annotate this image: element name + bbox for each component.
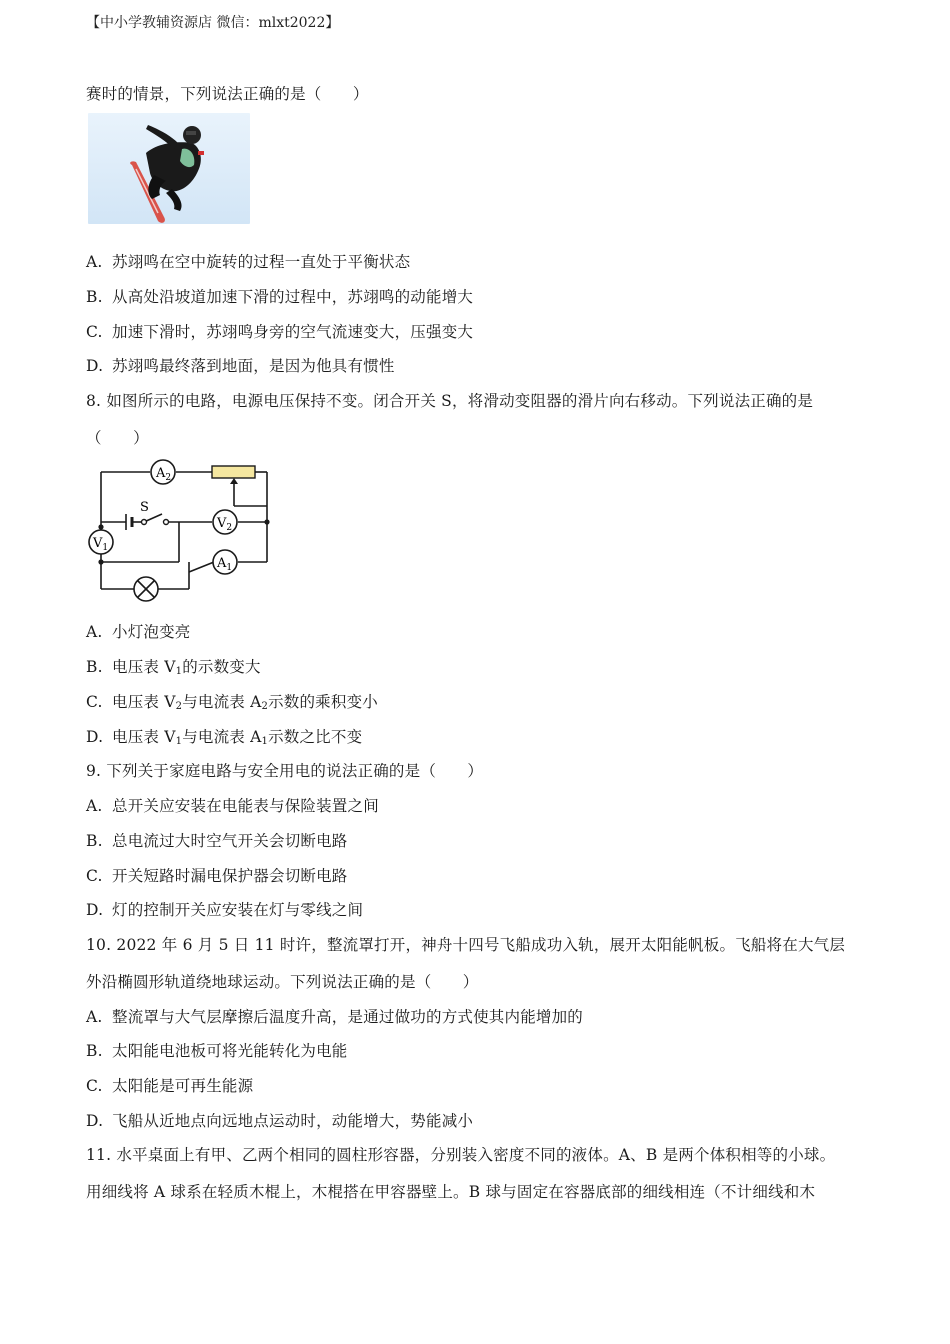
- q9-option-c: C. 开关短路时漏电保护器会切断电路: [86, 867, 348, 885]
- q11-stem-line1: 11. 水平桌面上有甲、乙两个相同的圆柱形容器，分别装入密度不同的液体。A、B 是两个体积相等的小球。: [86, 1146, 836, 1164]
- q7-option-c: C. 加速下滑时，苏翊鸣身旁的空气流速变大，压强变大: [86, 323, 474, 341]
- q8-option-a: A. 小灯泡变亮: [86, 623, 191, 641]
- q10-stem-line2: 外沿椭圆形轨道绕地球运动。下列说法正确的是（ ）: [86, 973, 479, 991]
- q10-stem-line1: 10. 2022 年 6 月 5 日 11 时许，整流罩打开，神舟十四号飞船成功入轨，展开太阳能帆板。飞船将在大气层: [86, 936, 846, 954]
- meter-a1-label: $A_1$: [217, 556, 233, 573]
- watermark-header: 【中小学教辅资源店 微信：mlxt2022】: [86, 15, 340, 31]
- q10-option-a: A. 整流罩与大气层摩擦后温度升高，是通过做功的方式使其内能增加的: [86, 1008, 584, 1026]
- q7-stem: 赛时的情景，下列说法正确的是（ ）: [86, 85, 369, 103]
- q8-option-d: D. 电压表 $V_1$与电流表 $A_1$示数之比不变: [86, 728, 363, 747]
- q8-stem-line1: 8. 如图所示的电路，电源电压保持不变。闭合开关 S，将滑动变阻器的滑片向右移动。下列说法正确的是: [86, 392, 814, 410]
- q8-option-c: C. 电压表 $V_2$与电流表 $A_2$示数的乘积变小: [86, 693, 378, 712]
- meter-v2-label: $V_2$: [217, 516, 233, 533]
- q10-option-b: B. 太阳能电池板可将光能转化为电能: [86, 1042, 348, 1060]
- q8-option-b: B. 电压表 $V_1$的示数变大: [86, 658, 261, 677]
- switch-s-label: S: [140, 500, 149, 515]
- meter-v1-label: $V_1$: [93, 536, 109, 553]
- q7-option-b: B. 从高处沿坡道加速下滑的过程中，苏翊鸣的动能增大: [86, 288, 474, 306]
- q7-option-a: A. 苏翊鸣在空中旋转的过程一直处于平衡状态: [86, 253, 411, 271]
- q11-stem-line2: 用细线将 A 球系在轻质木棍上，木棍搭在甲容器壁上。B 球与固定在容器底部的细线相连（不计细线和木: [86, 1183, 816, 1201]
- q9-option-a: A. 总开关应安装在电能表与保险装置之间: [86, 797, 379, 815]
- q9-stem: 9. 下列关于家庭电路与安全用电的说法正确的是（ ）: [86, 762, 484, 780]
- circuit-diagram: [86, 456, 286, 610]
- snowboarder-photo: [88, 113, 250, 224]
- q10-option-d: D. 飞船从近地点向远地点运动时，动能增大，势能减小: [86, 1112, 474, 1130]
- q10-option-c: C. 太阳能是可再生能源: [86, 1077, 254, 1095]
- q8-stem-line2: （ ）: [86, 429, 149, 447]
- q9-option-b: B. 总电流过大时空气开关会切断电路: [86, 832, 348, 850]
- q9-option-d: D. 灯的控制开关应安装在灯与零线之间: [86, 901, 364, 919]
- q7-option-d: D. 苏翊鸣最终落到地面，是因为他具有惯性: [86, 357, 395, 375]
- meter-a2-label: $A_2$: [156, 466, 172, 483]
